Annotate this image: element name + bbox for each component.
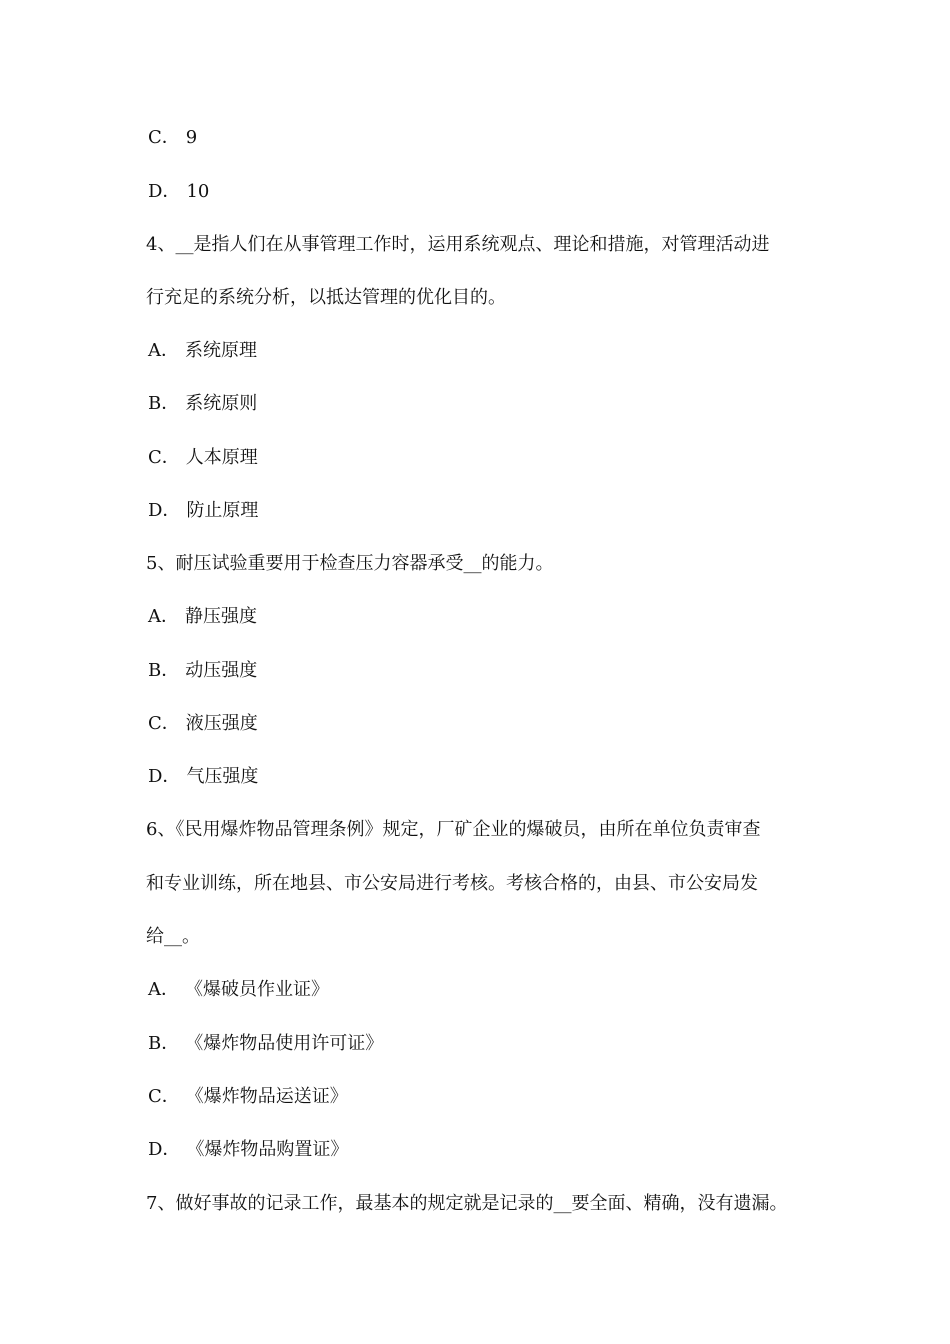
option-letter: D． — [148, 1139, 181, 1160]
option-text: 人本原理 — [185, 447, 258, 468]
option-text: 气压强度 — [186, 766, 259, 787]
q5-option-d — [148, 765, 258, 789]
q6-option-a — [148, 978, 329, 1002]
q3-option-d — [148, 180, 209, 204]
option-text: 《爆炸物品运送证》 — [185, 1086, 348, 1107]
q5-option-b — [148, 659, 257, 683]
q6-option-c — [148, 1085, 348, 1109]
option-letter: C． — [148, 1086, 180, 1107]
option-text: 9 — [185, 127, 198, 148]
q4-option-d — [148, 499, 258, 523]
option-text: 《爆炸物品购置证》 — [186, 1139, 349, 1160]
q5-stem-line1: 5、耐压试验重要用于检查压力容器承受__的能力。 — [146, 553, 554, 574]
option-letter: B． — [148, 660, 180, 681]
option-letter: D． — [148, 766, 181, 787]
option-text: 《爆破员作业证》 — [185, 979, 329, 1000]
q4-stem-line2: 行充足的系统分析，以抵达管理的优化目的。 — [146, 287, 506, 308]
q5-option-c — [148, 712, 258, 736]
option-text: 液压强度 — [185, 713, 258, 734]
q6-option-b — [148, 1032, 383, 1056]
q6-stem-line1: 6、《民用爆炸物品管理条例》规定，厂矿企业的爆破员，由所在单位负责审查 — [146, 819, 761, 840]
option-letter: C． — [148, 447, 180, 468]
option-text: 防止原理 — [186, 500, 259, 521]
option-letter: C． — [148, 127, 180, 148]
option-text: 静压强度 — [185, 606, 257, 627]
option-text: 《爆炸物品使用许可证》 — [185, 1033, 384, 1054]
q4-option-a — [148, 339, 257, 363]
q5-option-a — [148, 605, 257, 629]
option-letter: D． — [148, 500, 181, 521]
option-letter: A． — [148, 606, 179, 627]
q6-stem-line3: 给__。 — [146, 926, 200, 947]
option-letter: A． — [148, 979, 179, 1000]
option-letter: D． — [148, 181, 181, 202]
option-text: 动压强度 — [185, 660, 258, 681]
q6-option-d — [148, 1138, 348, 1162]
option-text: 系统原则 — [185, 393, 258, 414]
q7-stem-line1: 7、做好事故的记录工作，最基本的规定就是记录的__要全面、精确，没有遗漏。 — [146, 1193, 788, 1214]
option-text: 系统原理 — [185, 340, 257, 361]
q3-option-c — [148, 126, 197, 150]
q6-stem-line2: 和专业训练，所在地县、市公安局进行考核。考核合格的，由县、市公安局发 — [146, 873, 758, 894]
option-letter: B． — [148, 393, 180, 414]
q4-option-c — [148, 446, 258, 470]
option-letter: A． — [148, 340, 179, 361]
option-text: 10 — [186, 181, 210, 202]
q4-stem-line1: 4、__是指人们在从事管理工作时，运用系统观点、理论和措施，对管理活动进 — [146, 234, 770, 255]
option-letter: C． — [148, 713, 180, 734]
option-letter: B． — [148, 1033, 180, 1054]
q4-option-b — [148, 392, 257, 416]
